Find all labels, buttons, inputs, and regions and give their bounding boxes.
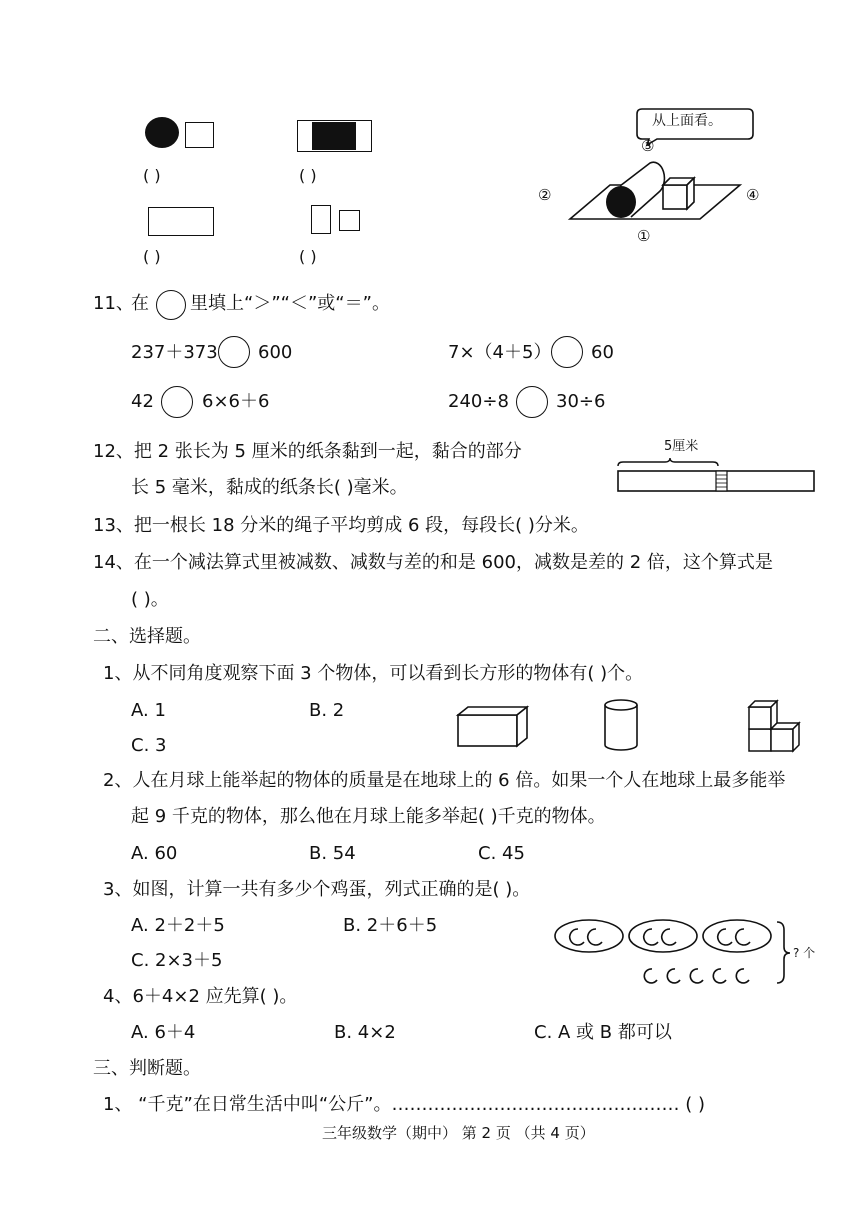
view-label-3: ③: [641, 137, 655, 155]
q11-expr-4: 240÷8: [448, 391, 509, 412]
q11-expr-2: 7×（4＋5）: [448, 342, 552, 363]
compare-circle-2[interactable]: [551, 336, 583, 368]
s2-q4-option-c[interactable]: C. A 或 B 都可以: [534, 1022, 672, 1043]
page-footer: 三年级数学（期中） 第 2 页 （共 4 页）: [322, 1124, 595, 1142]
tall-rectangle-shape: [311, 205, 331, 234]
answer-paren-2[interactable]: ( ): [299, 166, 317, 185]
s2-q3-option-a[interactable]: A. 2＋2＋5: [131, 915, 225, 936]
s2-q2-option-b[interactable]: B. 54: [309, 843, 356, 864]
right-brace: [777, 922, 790, 983]
q11-rhs-3: 6×6＋6: [202, 391, 270, 412]
s2-q4-option-b[interactable]: B. 4×2: [334, 1022, 396, 1043]
s2-q2-option-a[interactable]: A. 60: [131, 843, 178, 864]
q11-number: 11、: [93, 293, 134, 314]
q14-line-1: 14、在一个减法算式里被减数、减数与差的和是 600，减数是差的 2 倍，这个算式是: [93, 552, 773, 573]
egg-plate-3: [703, 920, 771, 952]
q12-line-2: 长 5 毫米，黏成的纸条长( )毫米。: [131, 477, 408, 498]
s2-q2-stem-2: 起 9 千克的物体，那么他在月球上能多举起( )千克的物体。: [131, 806, 606, 827]
loose-eggs: [644, 969, 749, 983]
s2-q3-option-b[interactable]: B. 2＋6＋5: [343, 915, 438, 936]
s2-q3-stem: 3、如图，计算一共有多少个鸡蛋，列式正确的是( )。: [103, 879, 531, 900]
q11-expr-3: 42: [131, 391, 154, 412]
square-shape: [185, 122, 214, 148]
cuboid-figure: [455, 705, 530, 750]
answer-paren-3[interactable]: ( ): [143, 247, 161, 266]
stacked-cubes-figure: [746, 699, 806, 757]
inline-circle: [156, 290, 186, 320]
egg-plate-1: [555, 920, 623, 952]
s2-q4-stem: 4、6＋4×2 应先算( )。: [103, 986, 298, 1007]
s2-q1-option-a[interactable]: A. 1: [131, 700, 166, 721]
cube-front: [663, 185, 687, 209]
long-rectangle-shape: [148, 207, 214, 236]
view-label-1: ①: [637, 227, 651, 245]
s2-q2-stem-1: 2、人在月球上能举起的物体的质量是在地球上的 6 倍。如果一个人在地球上最多能举: [103, 770, 786, 791]
cylinder-figure: [602, 697, 642, 757]
paper-strip-figure: [615, 452, 820, 497]
section-2-title: 二、选择题。: [93, 626, 201, 647]
cylinder-end: [606, 186, 636, 218]
q14-line-2: ( )。: [131, 589, 169, 610]
q12-line-1: 12、把 2 张长为 5 厘米的纸条黏到一起，黏合的部分: [93, 441, 522, 462]
view-label-2: ②: [538, 186, 552, 204]
q13-line: 13、把一根长 18 分米的绳子平均剪成 6 段，每段长( )分米。: [93, 515, 589, 536]
black-circle-shape: [145, 117, 179, 148]
q11-rhs-1: 600: [258, 342, 293, 363]
strip-label: 5厘米: [664, 439, 699, 454]
s2-q1-option-c[interactable]: C. 3: [131, 735, 167, 756]
section-3-title: 三、判断题。: [93, 1058, 201, 1079]
s2-q1-option-b[interactable]: B. 2: [309, 700, 345, 721]
s2-q3-option-c[interactable]: C. 2×3＋5: [131, 950, 223, 971]
s2-q2-option-c[interactable]: C. 45: [478, 843, 525, 864]
black-rectangle-shape: [312, 122, 356, 150]
s2-q1-stem: 1、从不同角度观察下面 3 个物体，可以看到长方形的物体有( )个。: [103, 663, 644, 684]
view-label-4: ④: [746, 186, 760, 204]
compare-circle-3[interactable]: [161, 386, 193, 418]
s2-q4-option-a[interactable]: A. 6＋4: [131, 1022, 196, 1043]
egg-plate-2: [629, 920, 697, 952]
small-square-shape: [339, 210, 360, 231]
q11-prefix: 在: [131, 293, 149, 314]
compare-circle-4[interactable]: [516, 386, 548, 418]
q11-expr-1: 237＋373: [131, 342, 218, 363]
speech-text: 从上面看。: [652, 113, 722, 129]
q11-rhs-4: 30÷6: [556, 391, 606, 412]
eggs-figure: [552, 917, 802, 987]
q11-suffix: 里填上“＞”“＜”或“＝”。: [190, 293, 390, 314]
q11-rhs-2: 60: [591, 342, 614, 363]
answer-paren-1[interactable]: ( ): [143, 166, 161, 185]
egg-count-label: ? 个: [793, 946, 816, 960]
compare-circle-1[interactable]: [218, 336, 250, 368]
s3-q1-line: 1、 “千克”在日常生活中叫“公斤”。………………………………………… ( ): [103, 1094, 705, 1115]
answer-paren-4[interactable]: ( ): [299, 247, 317, 266]
